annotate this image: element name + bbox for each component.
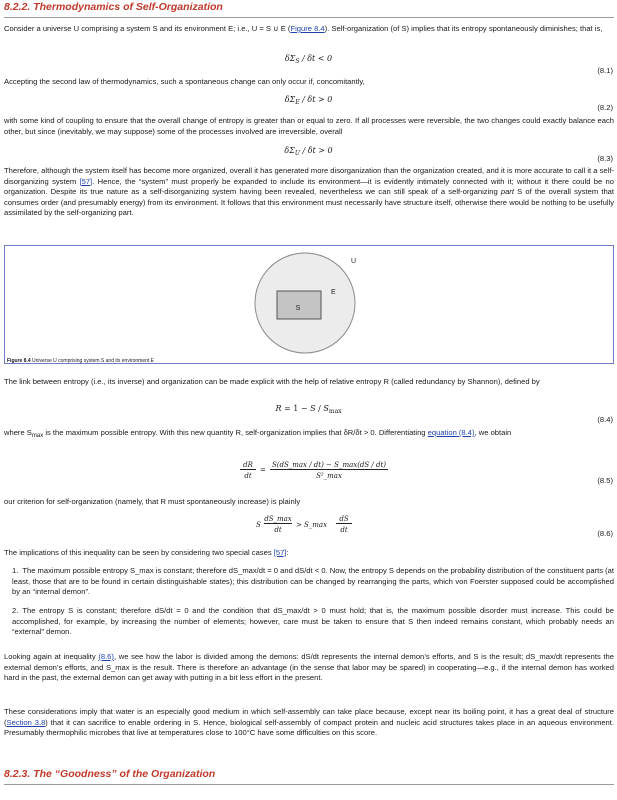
equation-8-2: $\delta\Sigma_E / \delta t > 0$ [284,95,333,106]
equation-8-6: S dS_max dt > S_max dS dt [256,513,366,543]
equation-number-8-3: (8.3) [597,154,613,163]
system-label: S [295,305,301,312]
section-heading-8-2-2: 8.2.2. Thermodynamics of Self-Organization [4,1,223,13]
figure-8-4-link[interactable]: Figure 8.4 [290,24,325,33]
section-heading-8-2-3: 8.2.3. The “Goodness” of the Organization [4,768,216,780]
figure-diagram [5,246,613,363]
paragraph-1: Consider a universe U comprising a system S and its environment E; i.e., U = S ∪ E (Figure 8.4). Self-organization (of S) implies that its entropy spontaneously diminishes; that is, [4,24,603,33]
environment-label: E [331,289,336,296]
equation-number-8-2: (8.2) [597,103,613,112]
equation-number-8-6: (8.6) [597,529,613,538]
reference-57-link-2[interactable]: [57] [273,548,287,557]
paragraph-9: Looking again at inequality (8.6), we see how the labor is divided among the demons: dS/dt represents the internal demon’s efforts, and S is the result; dS_max/dt represents the external demon’s efforts, and S_max is the result. There is therefore an advantage (in the sense that labor may be spared) in cooperating—e.g., if the internal demon has worked hard in the past, the external demon can get away with putting in a bit less effort in the present. [4,652,614,683]
paragraph-7: our criterion for self-organization (namely, that R must spontaneously increase) is plainly [4,497,301,506]
paragraph-2: Accepting the second law of thermodynamics, such a spontaneous change can only occur if, concomitantly, [4,77,365,86]
list-item-1: 1. The maximum possible entropy S_max is constant; therefore dS_max/dt = 0 and dS/dt < 0. Now, the entropy S depends on the probability distribution of the constituent parts (at least, those that are to be found in certain distinguishable states); this distribution can be changed by rearranging the parts, which von Foerster supposed could be accomplished by an “internal demon”. [12,566,614,597]
equation-number-8-1: (8.1) [597,66,613,75]
section-3-8-link[interactable]: Section 3.8 [6,717,46,727]
figure-8-4 [4,245,614,364]
equation-8-1: $\delta\Sigma_S / \delta t < 0$ [284,54,333,65]
paragraph-3: with some kind of coupling to ensure that the overall change of entropy is greater than or equal to zero. If all processes were reversible, the two changes could exactly balance each other, but since (inevitably, we may suppose) some of the processes involved are irreversible, overall [4,116,614,136]
paragraph-10: These considerations imply that water is an especially good medium in which self-assembly can take place because, except near its boiling point, it has a great deal of structure (Section 3.8) that it can sacrifice to enable ordering in S. Hence, biological self-assembly of compact protein and nucleic acid structures takes place in an aqueous environment. Presumably thermophilic microbes that live at temperatures close to 100°C have some difficulties on this score. [4,707,614,738]
section-rule-2 [4,784,614,785]
inequality-8-6-link[interactable]: (8.6) [98,652,114,661]
paragraph-8: The implications of this inequality can be seen by considering two special cases [57]: [4,548,289,557]
equation-8-5: dR dt = S(dS_max / dt) − S_max(dS / dt) S²_max [240,458,380,488]
section-rule [4,17,614,18]
equation-8-4: $R = 1 - S / S_{max}$ [275,404,342,415]
paragraph-6: where $S_{max}$ is the maximum possible entropy. With this new quantity R, self-organization implies that δR/δt > 0. Differentiating equation (8.4), we obtain [4,428,512,439]
paragraph-5: The link between entropy (i.e., its inverse) and organization can be made explicit with the help of relative entropy R (called redundancy by Shannon), defined by [4,377,540,386]
equation-8-3: $\delta\Sigma_U / \delta t > 0$ [284,146,333,157]
equation-8-4-link[interactable]: equation (8.4) [427,428,475,437]
reference-57-link[interactable]: [57] [79,176,93,186]
universe-label: U [351,258,357,265]
figure-caption: Figure 8.4 Universe U comprising system S and its environment E [7,358,155,364]
paragraph-4: Therefore, although the system itself has become more organized, overall it has generated more disorganization than the organization created, and it is more accurate to call it a self-disorganizing system [57]. Hence, the “system” must properly be expanded to include its environment—it is evidently intimately connected with it; without it there could be no organization. Despite its true nature as a self-disorganizing system having been revealed, nevertheless we can still speak of a self-organizing part S of the overall system that consumes order (and presumably energy) from its environment. It follows that this environment must necessarily have structure itself, otherwise there would be nothing to be usefully assimilated by the self-organizing part. [4,166,614,218]
equation-number-8-5: (8.5) [597,476,613,485]
equation-number-8-4: (8.4) [597,415,613,424]
list-item-2: 2. The entropy S is constant; therefore dS/dt = 0 and the condition that dS_max/dt > 0 must hold; that is, the maximum possible disorder must increase. This could be accomplished, for example, by increasing the number of elements; however, care must be taken to ensure that S then indeed remains constant, which probably needs an “external” demon. [12,606,614,637]
